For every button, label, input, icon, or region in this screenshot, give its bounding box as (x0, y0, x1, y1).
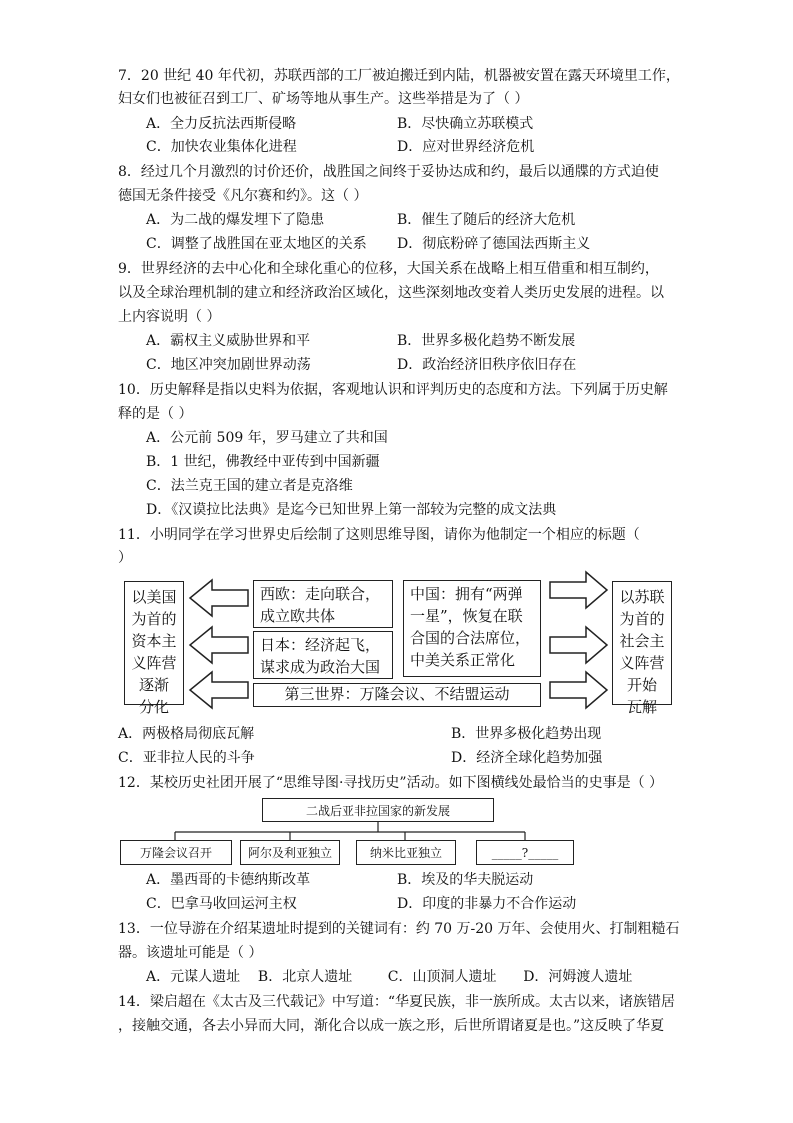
q14-stem-line1: 14．梁启超在《太古及三代载记》中写道：“华夏民族，非一族所成。太古以来，诸族错居 (118, 994, 675, 1010)
q9-option-d[interactable]: D．政治经济旧秩序依旧存在 (397, 357, 577, 373)
q8-stem-line1: 8．经过几个月激烈的讨价还价，战胜国之间终于妥协达成和约，最后以通牒的方式迫使 (118, 164, 659, 180)
q10-option-c[interactable]: C．法兰克王国的建立者是克洛维 (146, 478, 353, 494)
japan-line: 谋求成为政治大国 (260, 658, 381, 676)
q9-option-c[interactable]: C．地区冲突加剧世界动荡 (146, 357, 311, 373)
q11-option-a[interactable]: A．两极格局彻底瓦解 (118, 726, 255, 742)
q12-option-a[interactable]: A．墨西哥的卡德纳斯改革 (146, 872, 311, 888)
q7-stem-line1: 7．20 世纪 40 年代初，苏联西部的工厂被迫搬迁到内陆，机器被安置在露天环境里工作， (118, 68, 680, 84)
q9-option-b[interactable]: B．世界多极化趋势不断发展 (397, 333, 576, 349)
q9-stem-line3: 上内容说明（ ） (118, 309, 221, 325)
q12-item-blank[interactable]: _____?_____ (476, 840, 574, 865)
q10-stem-line2: 释的是（ ） (118, 406, 193, 422)
q12-option-c[interactable]: C．巴拿马收回运河主权 (146, 896, 297, 912)
japan-line: 日本：经济起飞， (260, 636, 381, 654)
right-box-line: 以苏联 (619, 588, 665, 606)
third-world-box: 第三世界：万隆会议、不结盟运动 (253, 683, 541, 707)
china-line: 一星”，恢复在联 (410, 607, 523, 625)
q12-stem-line1: 12．某校历史社团开展了“思维导图·寻找历史”活动。如下图横线处最恰当的史事是（ ） (118, 775, 664, 791)
q12-item-namibia: 纳米比亚独立 (356, 840, 456, 865)
left-box-line: 资本主 (131, 632, 177, 650)
q9-stem-line2: 以及全球治理机制的建立和经济政治区域化，这些深刻地改变着人类历史发展的进程。以 (118, 285, 664, 301)
west-europe-line: 西欧：走向联合， (260, 585, 381, 603)
q9-stem-line1: 9．世界经济的去中心化和全球化重心的位移，大国关系在战略上相互借重和相互制约， (118, 261, 659, 277)
q12-option-b[interactable]: B．埃及的华夫脱运动 (397, 872, 534, 888)
q12-item-bandung: 万隆会议召开 (120, 840, 232, 865)
q7-stem-line2: 妇女们也被征召到工厂、矿场等地从事生产。这些举措是为了（ ） (118, 91, 529, 107)
q7-option-a[interactable]: A．全力反抗法西斯侵略 (146, 116, 297, 132)
q13-options[interactable]: A．元谋人遗址 B．北京人遗址 C．山顶洞人遗址 D．河姆渡人遗址 (146, 969, 633, 985)
q8-stem-line2: 德国无条件接受《凡尔赛和约》。这（ ） (118, 188, 368, 204)
left-box-line: 以美国 (131, 588, 177, 606)
q8-option-d[interactable]: D．彻底粉碎了德国法西斯主义 (397, 236, 591, 252)
q7-option-d[interactable]: D．应对世界经济危机 (397, 139, 535, 155)
q7-option-b[interactable]: B．尽快确立苏联模式 (397, 116, 534, 132)
china-line: 合国的合法席位， (410, 629, 531, 647)
right-box-line: 社会主 (619, 632, 665, 650)
q10-stem-line1: 10．历史解释是指以史料为依据，客观地认识和评判历史的态度和方法。下列属于历史解 (118, 382, 668, 398)
left-box-line: 分化 (138, 698, 169, 716)
q12-item-algeria: 阿尔及利亚独立 (240, 840, 340, 865)
q11-option-c[interactable]: C．亚非拉人民的斗争 (118, 750, 255, 766)
q13-stem-line1: 13．一位导游在介绍某遗址时提到的关键词有：约 70 万-20 万年、会使用火、打制粗糙石 (118, 921, 680, 937)
right-box-line: 开始 (626, 676, 657, 694)
left-box-line: 义阵营 (131, 654, 177, 672)
china-line: 中美关系正常化 (410, 651, 516, 669)
q8-option-a[interactable]: A．为二战的爆发埋下了隐患 (146, 212, 325, 228)
q10-option-d[interactable]: D．《汉谟拉比法典》是迄今已知世界上第一部较为完整的成文法典 (146, 502, 557, 518)
q8-option-b[interactable]: B．催生了随后的经济大危机 (397, 212, 576, 228)
right-box-line: 瓦解 (626, 698, 657, 716)
q13-stem-line2: 器。该遗址可能是（ ） (118, 945, 263, 961)
left-box-line: 逐渐 (138, 676, 169, 694)
west-europe-line: 成立欧共体 (260, 607, 336, 625)
q7-option-c[interactable]: C．加快农业集体化进程 (146, 139, 297, 155)
q10-option-a[interactable]: A．公元前 509 年，罗马建立了共和国 (146, 430, 388, 446)
q14-stem-line2: ，接触交通，各去小异而大同，渐化合以成一族之形，后世所谓诸夏是也。”这反映了华夏 (118, 1018, 665, 1034)
q11-stem-line1: 11．小明同学在学习世界史后绘制了这则思维导图，请你为他制定一个相应的标题（ (118, 527, 640, 543)
right-box-line: 义阵营 (619, 654, 665, 672)
right-box-line: 为首的 (619, 610, 665, 628)
q11-option-d[interactable]: D．经济全球化趋势加强 (451, 750, 603, 766)
q9-option-a[interactable]: A．霸权主义威胁世界和平 (146, 333, 311, 349)
q11-stem-line2: ） (118, 550, 132, 566)
left-box-line: 为首的 (131, 610, 177, 628)
q11-option-b[interactable]: B．世界多极化趋势出现 (451, 726, 602, 742)
q12-option-d[interactable]: D．印度的非暴力不合作运动 (397, 896, 577, 912)
q8-option-c[interactable]: C．调整了战胜国在亚太地区的关系 (146, 236, 367, 252)
q12-top-box: 二战后亚非拉国家的新发展 (262, 798, 494, 822)
china-line: 中国：拥有“两弹 (410, 585, 523, 603)
q10-option-b[interactable]: B．1 世纪，佛教经中亚传到中国新疆 (146, 454, 380, 470)
